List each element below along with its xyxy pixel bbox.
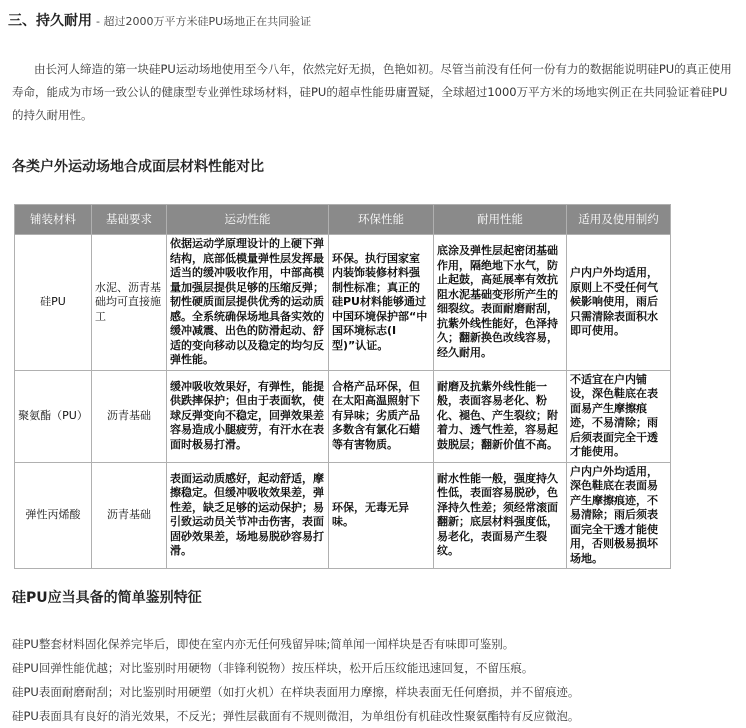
list-item: 硅PU整套材料固化保养完毕后，即使在室内亦无任何残留异味;简单闻一闻样块是否有味即可鉴别。 xyxy=(12,637,515,651)
cell-base: 水泥、沥青基础均可直接施工 xyxy=(92,235,167,371)
header-durable: 耐用性能 xyxy=(434,205,567,235)
header-usage: 适用及使用制约 xyxy=(567,205,671,235)
cell-material: 弹性丙烯酸 xyxy=(15,462,92,569)
cell-eco: 合格产品环保，但在太阳高温照射下有异味；劣质产品多数含有氯化石蜡等有害物质。 xyxy=(329,370,434,462)
cell-sport: 表面运动质感好，起动舒适，摩擦稳定。但缓冲吸收效果差，弹性差，缺乏足够的运动保护；易引致运动员关节冲击伤害，表面固砂效果差，场地易脱砂容易打滑。 xyxy=(167,462,329,569)
header-eco: 环保性能 xyxy=(329,205,434,235)
cell-durable: 耐磨及抗紫外线性能一般，表面容易老化、粉化、褪色、产生裂纹；附着力、透气性差，容易起鼓脱层；翻新价值不高。 xyxy=(434,370,567,462)
section-subtitle: - 超过2000万平方米硅PU场地正在共同验证 xyxy=(96,15,312,28)
cell-base: 沥青基础 xyxy=(92,370,167,462)
cell-usage: 户内户外均适用，深色鞋底在表面易产生摩擦痕迹，不易清除；雨后须表面完全干透才能使用，否则极易损坏场地。 xyxy=(567,462,671,569)
cell-usage: 不适宜在户内铺设，深色鞋底在表面易产生摩擦痕迹，不易清除；雨后须表面完全干透才能使用。 xyxy=(567,370,671,462)
identify-title: 硅PU应当具备的简单鉴别特征 xyxy=(12,590,202,606)
header-base: 基础要求 xyxy=(92,205,167,235)
cell-durable: 耐水性能一般，强度持久性低，表面容易脱砂，色泽持久性差；须经常滚面翻新；底层材料强度低，易老化，表面易产生裂纹。 xyxy=(434,462,567,569)
intro-paragraph xyxy=(12,58,736,127)
table-row xyxy=(15,462,671,569)
cell-usage: 户内户外均适用，原则上不受任何气候影响使用，雨后只需清除表面积水即可使用。 xyxy=(567,235,671,371)
section-title: 三、持久耐用 xyxy=(8,13,92,29)
header-material: 铺装材料 xyxy=(15,205,92,235)
identify-list xyxy=(12,632,742,728)
table-row xyxy=(15,370,671,462)
header-sport: 运动性能 xyxy=(167,205,329,235)
cell-sport: 依据运动学原理设计的上硬下弹结构，底部低模量弹性层发挥最适当的缓冲吸收作用，中部高模量加强层提供足够的压缩反弹；韧性硬质面层提供优秀的运动质感。全系统确保场地具备实效的缓冲减震、出色的防滑起动、舒适的变向移动以及稳定的均匀反弹性能。 xyxy=(167,235,329,371)
cell-material: 聚氨酯（PU） xyxy=(15,370,92,462)
list-item: 硅PU表面具有良好的消光效果，不反光；弹性层截面有不规则微泪，为单组份有机硅改性聚氨酯特有反应微泡。 xyxy=(12,709,580,723)
comparison-title: 各类户外运动场地合成面层材料性能对比 xyxy=(12,159,264,175)
cell-material: 硅PU xyxy=(15,235,92,371)
table-row xyxy=(15,235,671,371)
cell-base: 沥青基础 xyxy=(92,462,167,569)
cell-durable: 底涂及弹性层起密闭基础作用，隔绝地下水气，防止起鼓，高延展率有效抗阻水泥基础变形所产生的细裂纹。表面耐磨耐刮，抗紫外线性能好，色泽持久；翻新换色改线容易，经久耐用。 xyxy=(434,235,567,371)
list-item: 硅PU表面耐磨耐刮；对比鉴别时用硬塑（如打火机）在样块表面用力摩擦，样块表面无任何磨损，并不留痕迹。 xyxy=(12,685,580,699)
cell-sport: 缓冲吸收效果好，有弹性，能提供跌摔保护；但由于表面软，使球反弹变向不稳定，回弹效果差容易造成小腿疲劳，有汗水在表面时极易打滑。 xyxy=(167,370,329,462)
comparison-table xyxy=(14,204,671,569)
cell-eco: 环保，无毒无异味。 xyxy=(329,462,434,569)
table-header-row xyxy=(15,205,671,235)
section-heading xyxy=(8,10,311,30)
intro-text: 由长河人缔造的第一块硅PU运动场地使用至今八年，依然完好无损，色艳如初。尽管当前没有任何一份有力的数据能说明硅PU的真正使用寿命，能成为市场一致公认的健康型专业弹性球场材料，硅PU的超卓性能毋庸置疑，全球超过1000万平方米的场地实例正在共同验证着硅PU的持久耐用性。 xyxy=(12,62,732,122)
list-item: 硅PU回弹性能优越；对比鉴别时用硬物（非锋利锐物）按压样块，松开后压纹能迅速回复，不留压痕。 xyxy=(12,661,534,675)
cell-eco: 环保。执行国家室内装饰装修材料强制性标准；真正的硅PU材料能够通过中国环境保护部“中国环境标志(Ⅰ型)”认证。 xyxy=(329,235,434,371)
